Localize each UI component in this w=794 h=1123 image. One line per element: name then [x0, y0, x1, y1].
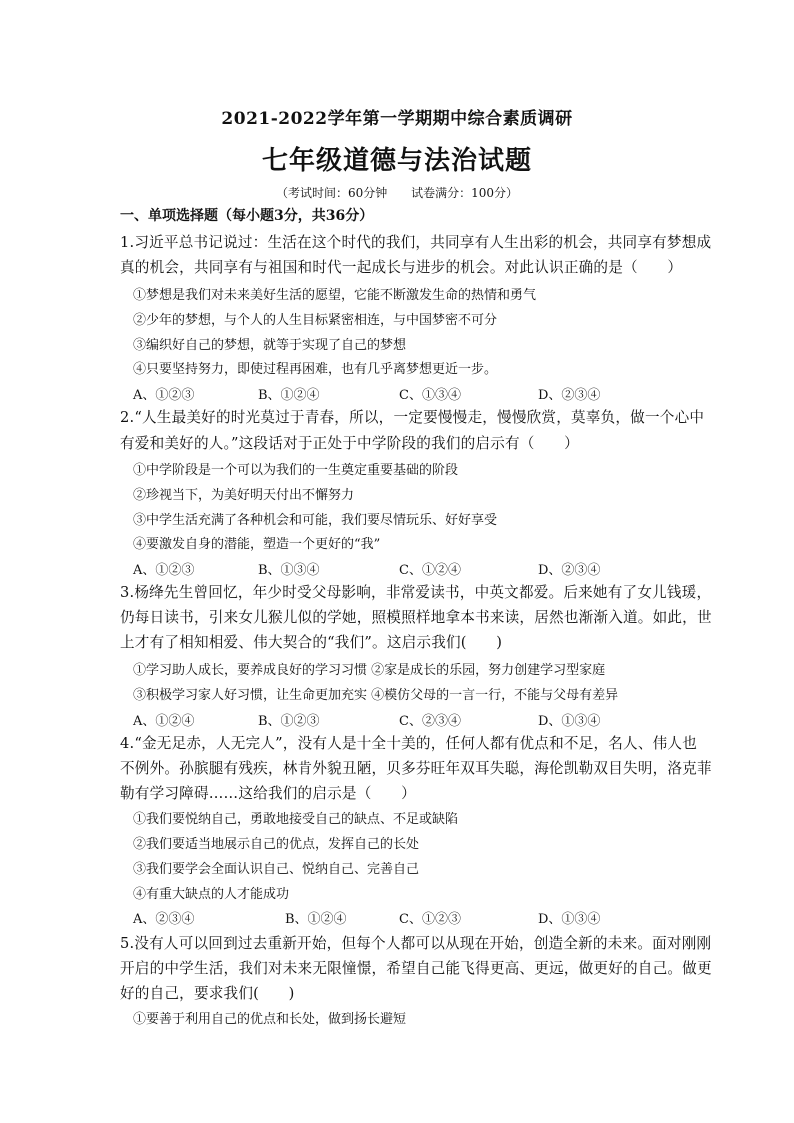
exam-info [0, 184, 794, 201]
question-2-choices [133, 559, 673, 577]
question-3-choices [133, 710, 673, 728]
choice-a: A、①②④ [133, 714, 195, 729]
question-3-stem-line: 上才有了相知相爱、伟大契合的“我们”。这启示我们( ) [120, 634, 503, 651]
exam-time: （考试时间：60分钟 [275, 186, 388, 200]
question-2-option: ①中学阶段是一个可以为我们的一生奠定重要基础的阶段 [133, 463, 459, 478]
question-4-option: ①我们要悦纳自己，勇敢地接受自己的缺点、不足或缺陷 [133, 812, 459, 827]
choice-b: B、①②③ [258, 714, 320, 729]
full-score: 试卷满分：100分） [411, 186, 518, 200]
choice-a: A、①②③ [133, 563, 195, 578]
question-1-option: ④只要坚持努力，即使过程再困难，也有几乎离梦想更近一步。 [133, 362, 498, 377]
choice-b: B、①③④ [258, 563, 320, 578]
question-4-option: ④有重大缺点的人才能成功 [133, 887, 290, 902]
question-3-stem-line: 3.杨绛先生曾回忆，年少时受父母影响，非常爱读书，中英文都爱。后来她有了女儿钱瑗， [120, 584, 712, 601]
question-1-option: ③编织好自己的梦想，就等于实现了自己的梦想 [133, 338, 407, 353]
question-4-option: ③我们要学会全面认识自己、悦纳自己、完善自己 [133, 862, 420, 877]
question-3-option: ①学习助人成长，要养成良好的学习习惯 ②家是成长的乐园，努力创建学习型家庭 [133, 663, 606, 678]
question-1-option: ②少年的梦想，与个人的人生目标紧密相连，与中国梦密不可分 [133, 313, 498, 328]
question-5-option: ①要善于利用自己的优点和长处，做到扬长避短 [133, 1012, 407, 1027]
choice-d: D、②③④ [538, 388, 601, 403]
question-1-stem-line: 真的机会，共同享有与祖国和时代一起成长与进步的机会。对此认识正确的是（ ） [120, 259, 683, 276]
question-2-option: ④要激发自身的潜能，塑造一个更好的“我” [133, 537, 381, 552]
question-4-stem-line: 勒有学习障碍……这给我们的启示是（ ） [120, 785, 416, 802]
question-2-option: ③中学生活充满了各种机会和可能，我们要尽情玩乐、好好享受 [133, 513, 498, 528]
question-4-stem-line: 不例外。孙膑腿有残疾，林肯外貌丑陋，贝多芬旺年双耳失聪，海伦凯勒双目失明，洛克菲 [120, 760, 712, 777]
question-5-stem-line: 开启的中学生活，我们对未来无限憧憬，希望自己能飞得更高、更远，做更好的自己。做更 [120, 960, 712, 977]
subject-title: 七年级道德与法治试题 [261, 146, 532, 176]
question-4-choices [133, 908, 673, 926]
choice-d: D、①③④ [538, 912, 601, 927]
question-3-option: ③积极学习家人好习惯，让生命更加充实 ④模仿父母的一言一行，不能与父母有差异 [133, 688, 619, 703]
choice-b: B、①②④ [258, 388, 320, 403]
question-5-stem-line: 好的自己，要求我们( ) [120, 985, 295, 1002]
question-5-stem-line: 5.没有人可以回到过去重新开始，但每个人都可以从现在开始，创造全新的未来。面对刚刚 [120, 935, 712, 952]
question-3-stem-line: 仍每日读书，引来女儿猴儿似的学她，照模照样地拿本书来读，居然也渐渐入道。如此，世 [120, 609, 712, 626]
choice-c: C、①③④ [399, 388, 461, 403]
question-1-stem-line: 1.习近平总书记说过：生活在这个时代的我们，共同享有人生出彩的机会，共同享有梦想成 [120, 234, 712, 251]
choice-c: C、①②③ [399, 912, 461, 927]
section-title: 一、单项选择题（每小题3分，共36分） [120, 208, 374, 224]
choice-a: A、①②③ [133, 388, 195, 403]
question-2-stem-line: 2.“人生最美好的时光莫过于青春，所以，一定要慢慢走，慢慢欣赏，莫辜负，做一个心中 [120, 409, 705, 426]
choice-c: C、①②④ [399, 563, 461, 578]
choice-a: A、②③④ [133, 912, 195, 927]
choice-b: B、①②④ [285, 912, 347, 927]
choice-c: C、②③④ [399, 714, 461, 729]
question-1-option: ①梦想是我们对未来美好生活的愿望，它能不断激发生命的热情和勇气 [133, 288, 537, 303]
question-2-option: ②珍视当下，为美好明天付出不懈努力 [133, 488, 355, 503]
question-4-option: ②我们要适当地展示自己的优点，发挥自己的长处 [133, 837, 420, 852]
question-4-stem-line: 4.“金无足赤，人无完人”，没有人是十全十美的，任何人都有优点和不足，名人、伟人也 [120, 735, 698, 752]
choice-d: D、②③④ [538, 563, 601, 578]
choice-d: D、①③④ [538, 714, 601, 729]
question-2-stem-line: 有爱和美好的人。”这段话对于正处于中学阶段的我们的启示有（ ） [120, 435, 579, 452]
question-1-choices [133, 384, 673, 402]
exam-year-title: 2021-2022学年第一学期期中综合素质调研 [221, 109, 573, 129]
